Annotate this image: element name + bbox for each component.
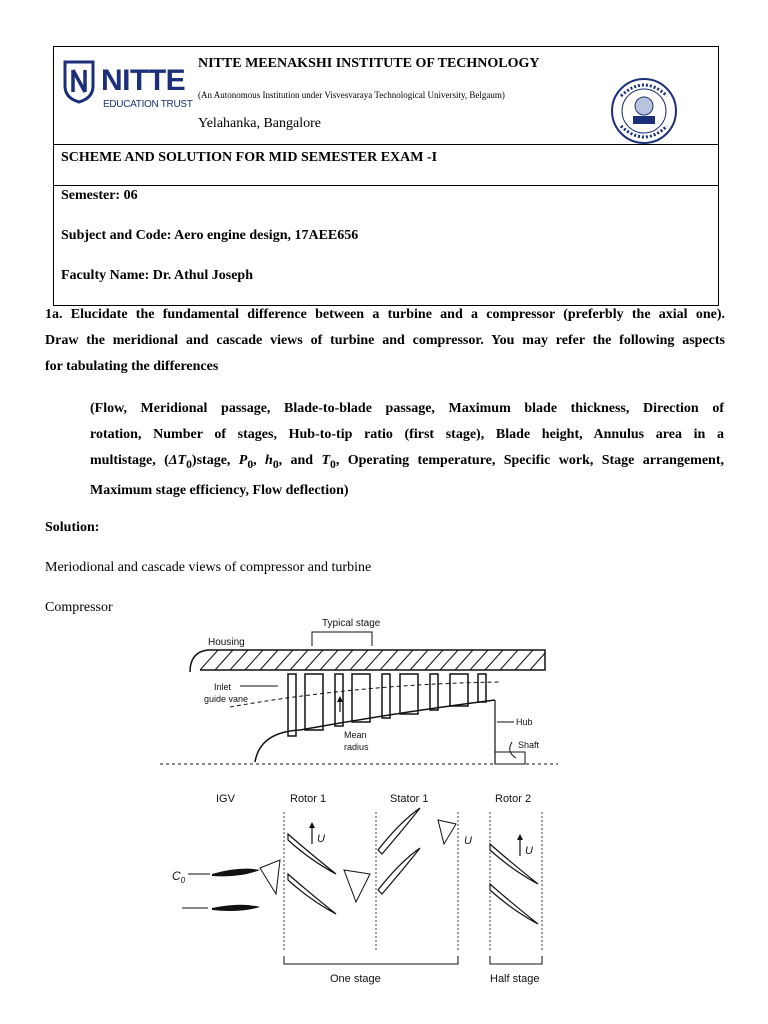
nitte-shield-icon <box>61 58 97 104</box>
question-line: 1a. Elucidate the fundamental difference between a turbine and a compressor (preferbly the axial one). <box>45 307 725 322</box>
rotor-1-label: Rotor 1 <box>290 793 327 805</box>
rotor-2-u-label: U <box>525 845 533 857</box>
one-stage-label: One stage <box>330 973 381 985</box>
meridional-caption: Meriodional and cascade views of compressor and turbine <box>45 560 372 575</box>
shaft-label: Shaft <box>518 740 540 750</box>
compressor-diagram <box>160 612 560 992</box>
hub-label: Hub <box>516 717 533 727</box>
logo-subtitle: EDUCATION TRUST <box>103 99 193 110</box>
housing-hatch <box>200 650 545 670</box>
institute-location: Yelahanka, Bangalore <box>198 116 321 131</box>
semester: Semester: 06 <box>61 188 138 203</box>
half-stage-bracket <box>490 956 542 964</box>
aspects-line: Maximum stage efficiency, Flow deflection) <box>90 482 349 498</box>
subject-code: Subject and Code: Aero engine design, 17AEE656 <box>61 228 359 243</box>
stator-u-label: U <box>464 835 472 847</box>
aspects-line: multistage, $(\Delta T_0)stage$, $P_0$, $h_0$, and $T_0$, Operating temperature, Specific work, Stage arrangement, <box>90 453 724 471</box>
hub-profile <box>255 700 495 762</box>
shaft-rotation-arrow <box>510 742 516 758</box>
institute-name: NITTE MEENAKSHI INSTITUTE OF TECHNOLOGY <box>198 56 540 71</box>
question-line: Draw the meridional and cascade views of turbine and compressor. You may refer the following aspects <box>45 333 725 348</box>
institute-subtitle: (An Autonomous Institution under Visvesvaraya Technological University, Belgaum) <box>198 90 505 100</box>
typical-stage-label: Typical stage <box>322 618 381 629</box>
aspects-line: rotation, Number of stages, Hub-to-tip ratio (first stage), Blade height, Annulus area in a <box>90 427 724 442</box>
igv-blades <box>212 869 260 911</box>
question-1a <box>45 302 725 380</box>
aspects-list <box>90 396 724 504</box>
rotor-2-label: Rotor 2 <box>495 793 532 805</box>
stator-1-label: Stator 1 <box>390 793 429 805</box>
velocity-triangle-2 <box>344 870 370 902</box>
housing-label: Housing <box>208 637 245 648</box>
solution-label: Solution: <box>45 520 100 535</box>
question-line: for tabulating the differences <box>45 359 219 374</box>
mean-radius-arrowhead <box>337 696 343 702</box>
velocity-triangle-1 <box>260 860 280 894</box>
rotor-1-blades <box>288 834 336 914</box>
mean-radius-label-1: Mean <box>344 730 367 740</box>
stator-1-blades <box>378 808 420 894</box>
header-table <box>53 46 720 306</box>
scheme-title: SCHEME AND SOLUTION FOR MID SEMESTER EXAM -I <box>61 150 438 165</box>
rotor-1-u-arrowhead <box>309 822 315 828</box>
shaft-stub <box>495 752 525 764</box>
igv-label: IGV <box>216 793 235 805</box>
mean-radius-label-2: radius <box>344 742 369 752</box>
nitte-logo <box>61 58 193 110</box>
faculty-name: Faculty Name: Dr. Athul Joseph <box>61 268 253 283</box>
institute-seal-icon <box>609 76 679 146</box>
rotor-1-u-label: U <box>317 833 325 845</box>
velocity-triangle-3 <box>438 820 456 844</box>
one-stage-bracket <box>284 956 458 964</box>
aspects-line: (Flow, Meridional passage, Blade-to-blade passage, Maximum blade thickness, Direction of <box>90 401 724 416</box>
logo-wordmark: NITTE <box>101 64 186 97</box>
housing-wall <box>190 650 545 672</box>
typical-stage-bracket <box>312 632 372 646</box>
rotor-2-u-arrowhead <box>517 834 523 840</box>
c0-label: $C_0$ <box>172 869 186 885</box>
inlet-guide-vane-label-2: guide vane <box>204 694 249 704</box>
compressor-label: Compressor <box>45 600 113 615</box>
inlet-guide-vane-label-1: Inlet <box>214 682 232 692</box>
half-stage-label: Half stage <box>490 973 540 985</box>
header-divider <box>53 185 719 186</box>
